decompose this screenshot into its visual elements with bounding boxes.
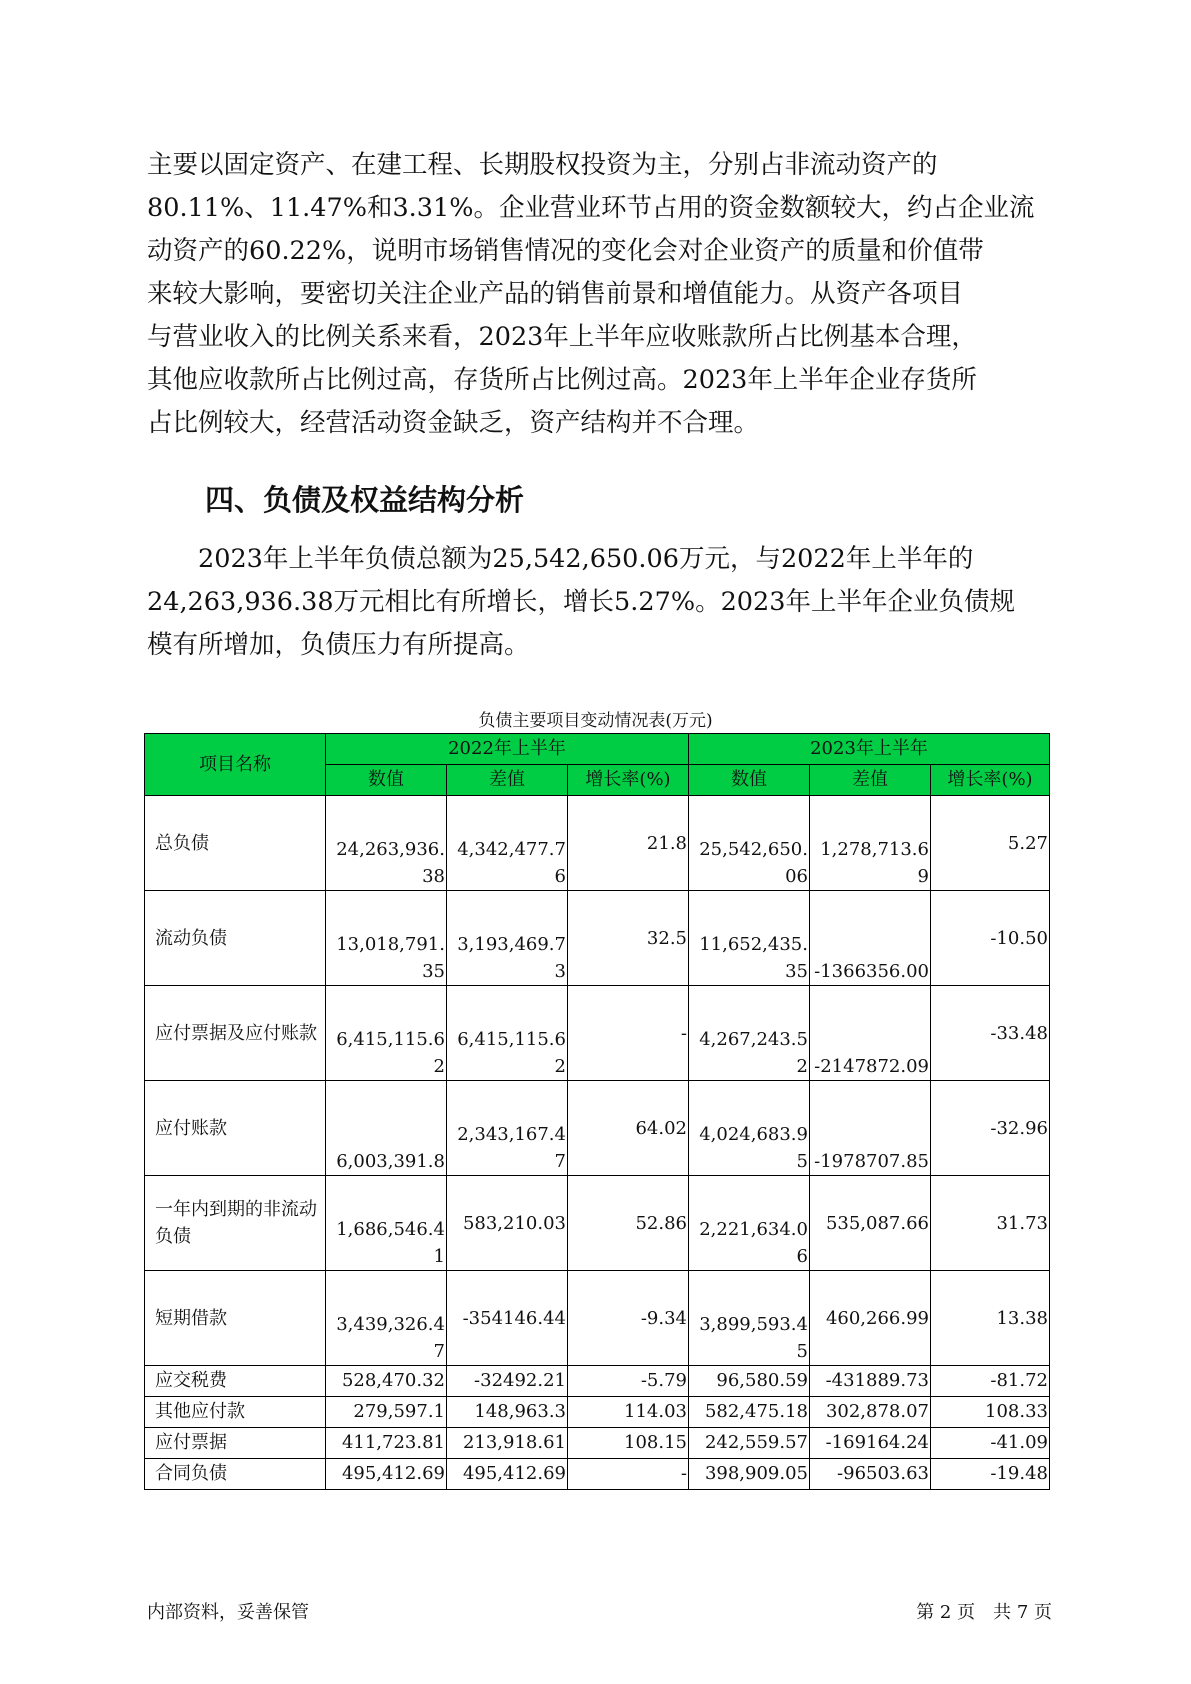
cell-growth-2023: 108.33 bbox=[931, 1397, 1050, 1428]
cell-diff-2023: -96503.63 bbox=[810, 1459, 931, 1490]
cell-growth-2022: - bbox=[568, 1459, 689, 1490]
cell-value-2022: 495,412.69 bbox=[326, 1459, 447, 1490]
row-name: 短期借款 bbox=[145, 1271, 326, 1366]
row-name: 合同负债 bbox=[145, 1459, 326, 1490]
cell-growth-2023: 5.27 bbox=[931, 796, 1050, 891]
cell-value-2023: 96,580.59 bbox=[689, 1366, 810, 1397]
cell-value-2023: 2,221,634.06 bbox=[689, 1176, 810, 1271]
cell-diff-2023: 460,266.99 bbox=[810, 1271, 931, 1366]
cell-diff-2022: 4,342,477.76 bbox=[447, 796, 568, 891]
cell-growth-2022: 108.15 bbox=[568, 1428, 689, 1459]
table-row bbox=[145, 1428, 1050, 1459]
cell-diff-2023: 535,087.66 bbox=[810, 1176, 931, 1271]
header-value: 数值 bbox=[326, 765, 447, 796]
row-name: 总负债 bbox=[145, 796, 326, 891]
header-item-name: 项目名称 bbox=[145, 734, 326, 796]
row-name: 应付票据 bbox=[145, 1428, 326, 1459]
cell-value-2023: 11,652,435.35 bbox=[689, 891, 810, 986]
cell-diff-2022: 583,210.03 bbox=[447, 1176, 568, 1271]
text-line: 24,263,936.38万元相比有所增长，增长5.27%。2023年上半年企业负债规 bbox=[147, 587, 1015, 617]
cell-growth-2022: 114.03 bbox=[568, 1397, 689, 1428]
cell-growth-2022: - bbox=[568, 986, 689, 1081]
cell-value-2023: 3,899,593.45 bbox=[689, 1271, 810, 1366]
cell-growth-2022: 21.8 bbox=[568, 796, 689, 891]
table-row bbox=[145, 891, 1050, 986]
cell-growth-2022: -5.79 bbox=[568, 1366, 689, 1397]
cell-growth-2023: -32.96 bbox=[931, 1081, 1050, 1176]
cell-diff-2023: -2147872.09 bbox=[810, 986, 931, 1081]
table-row bbox=[145, 986, 1050, 1081]
cell-growth-2022: 64.02 bbox=[568, 1081, 689, 1176]
table-row bbox=[145, 1459, 1050, 1490]
row-name: 其他应付款 bbox=[145, 1397, 326, 1428]
cell-diff-2023: 302,878.07 bbox=[810, 1397, 931, 1428]
cell-value-2023: 242,559.57 bbox=[689, 1428, 810, 1459]
header-diff: 差值 bbox=[447, 765, 568, 796]
cell-diff-2022: 148,963.3 bbox=[447, 1397, 568, 1428]
cell-growth-2023: -81.72 bbox=[931, 1366, 1050, 1397]
cell-value-2023: 4,024,683.95 bbox=[689, 1081, 810, 1176]
cell-growth-2023: -10.50 bbox=[931, 891, 1050, 986]
table-row bbox=[145, 1081, 1050, 1176]
cell-growth-2022: 32.5 bbox=[568, 891, 689, 986]
table-row bbox=[145, 1366, 1050, 1397]
header-value: 数值 bbox=[689, 765, 810, 796]
cell-diff-2023: -431889.73 bbox=[810, 1366, 931, 1397]
section-heading: 四、负债及权益结构分析 bbox=[205, 483, 525, 517]
cell-value-2023: 398,909.05 bbox=[689, 1459, 810, 1490]
text-line: 与营业收入的比例关系来看，2023年上半年应收账款所占比例基本合理， bbox=[147, 322, 977, 352]
row-name: 应付账款 bbox=[145, 1081, 326, 1176]
cell-diff-2022: -32492.21 bbox=[447, 1366, 568, 1397]
cell-value-2023: 25,542,650.06 bbox=[689, 796, 810, 891]
table-row bbox=[145, 1176, 1050, 1271]
cell-diff-2023: -1978707.85 bbox=[810, 1081, 931, 1176]
cell-diff-2022: -354146.44 bbox=[447, 1271, 568, 1366]
cell-growth-2023: -19.48 bbox=[931, 1459, 1050, 1490]
header-growth: 增长率(%) bbox=[931, 765, 1050, 796]
cell-diff-2022: 6,415,115.62 bbox=[447, 986, 568, 1081]
table-caption: 负债主要项目变动情况表(万元) bbox=[478, 711, 713, 731]
row-name: 流动负债 bbox=[145, 891, 326, 986]
table-row bbox=[145, 1397, 1050, 1428]
cell-diff-2022: 213,918.61 bbox=[447, 1428, 568, 1459]
cell-value-2022: 279,597.1 bbox=[326, 1397, 447, 1428]
cell-diff-2023: -1366356.00 bbox=[810, 891, 931, 986]
cell-growth-2023: -41.09 bbox=[931, 1428, 1050, 1459]
text-line: 占比例较大，经营活动资金缺乏，资产结构并不合理。 bbox=[147, 408, 760, 438]
footer-confidential-note: 内部资料，妥善保管 bbox=[147, 1602, 309, 1623]
cell-diff-2022: 2,343,167.47 bbox=[447, 1081, 568, 1176]
intro-paragraph bbox=[147, 144, 1052, 445]
cell-value-2022: 3,439,326.47 bbox=[326, 1271, 447, 1366]
table-row bbox=[145, 1271, 1050, 1366]
row-name: 应付票据及应付账款 bbox=[145, 986, 326, 1081]
text-line: 其他应收款所占比例过高，存货所占比例过高。2023年上半年企业存货所 bbox=[147, 365, 977, 395]
cell-value-2023: 582,475.18 bbox=[689, 1397, 810, 1428]
cell-value-2022: 6,003,391.8 bbox=[326, 1081, 447, 1176]
cell-diff-2023: -169164.24 bbox=[810, 1428, 931, 1459]
table-row bbox=[145, 796, 1050, 891]
cell-value-2022: 1,686,546.41 bbox=[326, 1176, 447, 1271]
cell-diff-2022: 495,412.69 bbox=[447, 1459, 568, 1490]
text-line: 模有所增加，负债压力有所提高。 bbox=[147, 630, 530, 660]
cell-growth-2023: 31.73 bbox=[931, 1176, 1050, 1271]
row-name: 应交税费 bbox=[145, 1366, 326, 1397]
text-line: 来较大影响，要密切关注企业产品的销售前景和增值能力。从资产各项目 bbox=[147, 279, 964, 309]
cell-diff-2023: 1,278,713.69 bbox=[810, 796, 931, 891]
footer-page-number: 第 2 页 共 7 页 bbox=[916, 1602, 1052, 1623]
cell-value-2023: 4,267,243.52 bbox=[689, 986, 810, 1081]
cell-value-2022: 411,723.81 bbox=[326, 1428, 447, 1459]
header-period-2022: 2022年上半年 bbox=[326, 734, 689, 765]
cell-growth-2022: 52.86 bbox=[568, 1176, 689, 1271]
header-growth: 增长率(%) bbox=[568, 765, 689, 796]
cell-growth-2022: -9.34 bbox=[568, 1271, 689, 1366]
cell-diff-2022: 3,193,469.73 bbox=[447, 891, 568, 986]
text-line: 主要以固定资产、在建工程、长期股权投资为主，分别占非流动资产的 bbox=[147, 150, 938, 180]
header-period-2023: 2023年上半年 bbox=[689, 734, 1050, 765]
cell-value-2022: 24,263,936.38 bbox=[326, 796, 447, 891]
body-paragraph bbox=[147, 538, 1052, 667]
cell-value-2022: 13,018,791.35 bbox=[326, 891, 447, 986]
text-line: 2023年上半年负债总额为25,542,650.06万元，与2022年上半年的 bbox=[147, 544, 974, 574]
cell-growth-2023: 13.38 bbox=[931, 1271, 1050, 1366]
cell-value-2022: 6,415,115.62 bbox=[326, 986, 447, 1081]
row-name: 一年内到期的非流动负债 bbox=[145, 1176, 326, 1271]
header-diff: 差值 bbox=[810, 765, 931, 796]
text-line: 动资产的60.22%，说明市场销售情况的变化会对企业资产的质量和价值带 bbox=[147, 236, 984, 266]
liability-table bbox=[144, 733, 1050, 1490]
cell-growth-2023: -33.48 bbox=[931, 986, 1050, 1081]
text-line: 80.11%、11.47%和3.31%。企业营业环节占用的资金数额较大，约占企业流 bbox=[147, 193, 1035, 223]
cell-value-2022: 528,470.32 bbox=[326, 1366, 447, 1397]
